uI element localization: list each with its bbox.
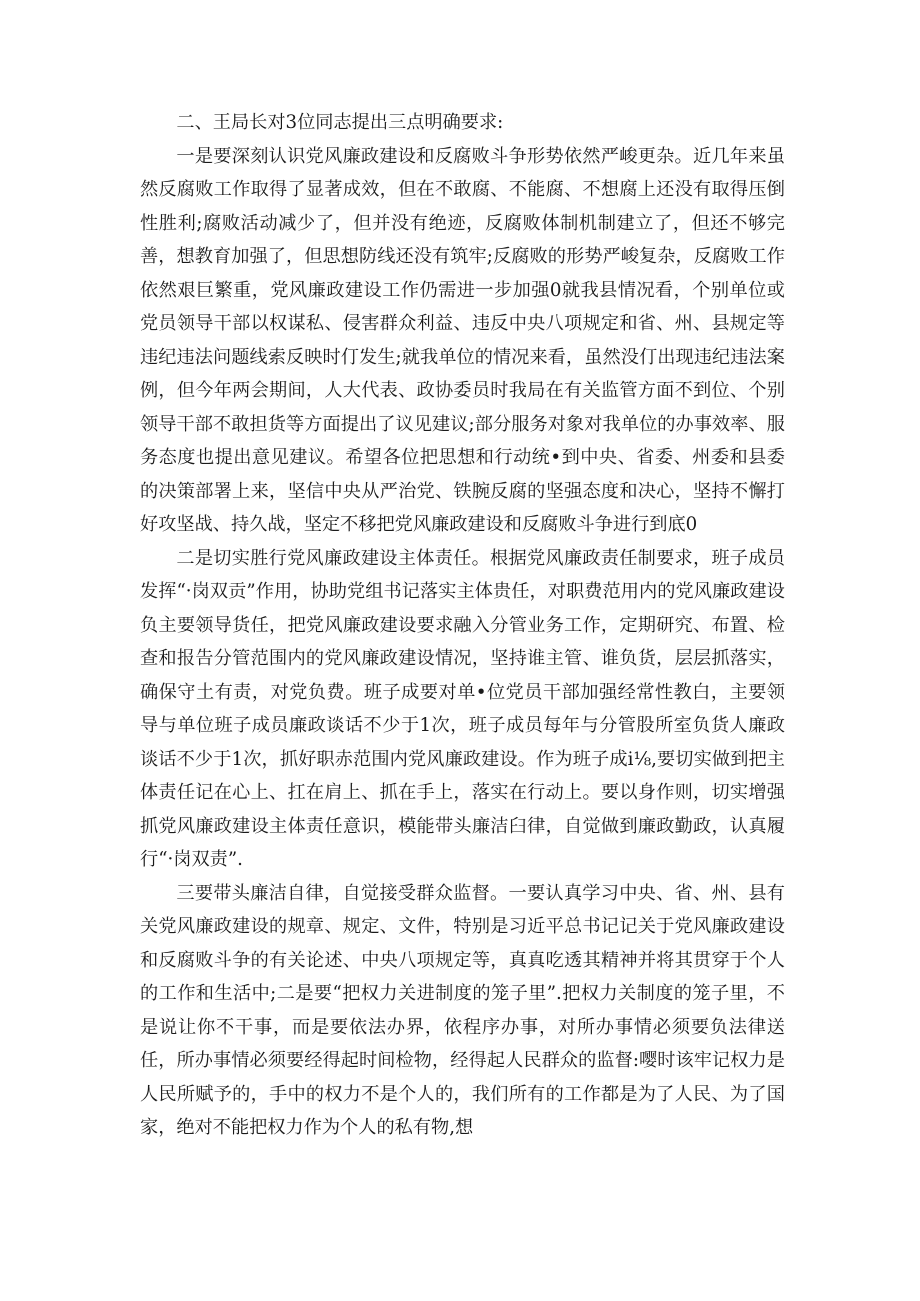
paragraph-1: 一是要深刻认识党风廉政建设和反腐败斗争形势依然严峻更杂。近几年来虽然反腐败工作取得了显著成效，但在不敢腐、不能腐、不想腐上还没有取得压倒性胜利;腐败活动减少了，但并没有绝迹，反腐败体制机制建立了，但还不够完善，想教育加强了，但思想防线还没有筑牢;反腐败的形势严峻复杂，反腐败工作依然艰巨繁重，党风廉政建设工作仍需进一步加强0就我县情况看，个别单位或党员领导干部以权谋私、侵害群众利益、违反中央八项规定和省、州、县规定等违纪违法问题线索反映时仃发生;就我单位的情况来看，虽然没仃出现违纪违法案例，但今年两会期间，人大代表、政协委员时我局在有关监管方面不到位、个别领导干部不敢担货等方面提出了议见建议;部分服务对象对我单位的办事效率、服务态度也提出意见建议。希望各位把思想和行动统•到中央、省委、州委和县委的决策部署上来，坚信中央从严治党、铁腕反腐的坚强态度和决心，坚持不懈打好攻坚战、持久战，坚定不移把党风廉政建设和反腐败斗争进行到底0 bbox=[140, 145, 785, 535]
document-body bbox=[140, 106, 785, 1145]
section-heading: 二、王局长对3位同志提出三点明确要求: bbox=[176, 112, 504, 133]
paragraph-3: 三要带头廉洁自律，自觉接受群众监督。一要认真学习中央、省、州、县有关党风廉政建设的规章、规定、文件，特别是习近平总书记记关于党风廉政建设和反腐败斗争的有关论述、中央八项规定等，真真吃透其精神并将其贯穿于个人的工作和生活中;二是要“把权力关进制度的笼子里”.把权力关制度的笼子里，不是说让你不干事，而是要依法办界，依程序办事，对所办事情必须要负法律送任，所办事情必须要经得起时间检物，经得起人民群众的监督:嘤时该牢记权力是人民所赋予的，手中的权力不是个人的，我们所有的工作都是为了人民、为了国家，绝对不能把权力作为个人的私有物,想 bbox=[140, 882, 785, 1138]
paragraph-2: 二是切实胜行党风廉政建设主体责任。根据党风廉政责任制要求，班子成员发挥“·岗双贡”作用，协助党组书记落实主体贵任，对职费范用内的党风廉政建设负主要领导货任，把党风廉政建设要求融入分管业务工作，定期研究、布置、检查和报告分管范围内的党风廉政建设情况，坚持谁主管、谁负货，层层抓落实，确保守土有责，对党负费。班子成要对单•位党员干部加强经常性教白，主要领导与单位班子成员廉政谈话不少于1次，班子成员每年与分管股所室负货人廉政谈话不少于1次，抓好职赤范围内党风廉政建设。作为班子成i⅛,要切实做到把主体责任记在心上、扛在肩上、抓在手上，落实在行动上。要以身作则，切实增强抓党风廉政建设主体责任意识，模能带头廉洁臼律，自觉做到廉政勤政，认真履行“·岗双责”. bbox=[140, 547, 785, 870]
